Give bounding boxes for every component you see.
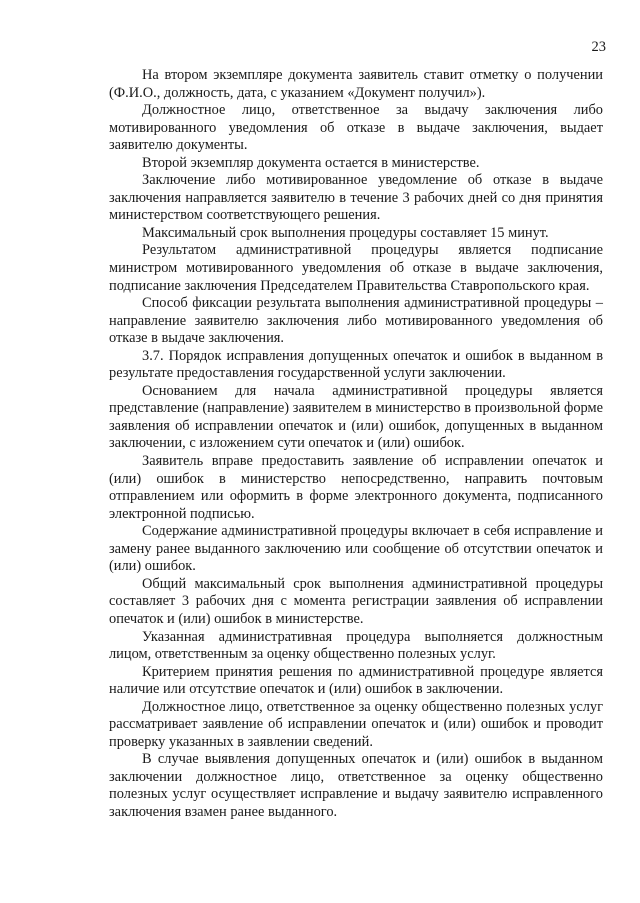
paragraph-14: Критерием принятия решения по административной процедуре является наличие или отсутствие опечаток и (или) ошибок в заключении. xyxy=(109,663,603,698)
paragraph-4: Заключение либо мотивированное уведомление об отказе в выдаче заключения направляется заявителю в течение 3 рабочих дней со дня принятия министерством соответствующего решения. xyxy=(109,172,603,224)
paragraph-2: Должностное лицо, ответственное за выдачу заключения либо мотивированного уведомления об отказе в выдаче заключения, выдает заявителю документы. xyxy=(109,102,603,154)
paragraph-6: Результатом административной процедуры является подписание министром мотивированного уведомления об отказе в выдаче заключения, подписание заключения Председателем Правительства Ставропольского края. xyxy=(109,242,603,294)
paragraph-3: Второй экземпляр документа остается в министерстве. xyxy=(142,154,480,171)
paragraph-13: Указанная административная процедура выполняется должностным лицом, ответственным за оценку общественно полезных услуг. xyxy=(109,628,603,663)
paragraph-7: Способ фиксации результата выполнения административной процедуры – направление заявителю заключения либо мотивированного уведомления об отказе в выдаче заключения. xyxy=(109,295,603,347)
paragraph-5: Максимальный срок выполнения процедуры составляет 15 минут. xyxy=(142,224,549,241)
paragraph-15: Должностное лицо, ответственное за оценку общественно полезных услуг рассматривает заявление об исправлении опечаток и (или) ошибок и проводит проверку указанных в заявлении сведений. xyxy=(109,698,603,750)
document-body xyxy=(109,67,603,822)
section-heading-3-7: 3.7. Порядок исправления допущенных опечаток и ошибок в выданном в результате предоставления государственной услуги заключении. xyxy=(109,347,603,382)
page-number: 23 xyxy=(591,39,606,55)
paragraph-1: На втором экземпляре документа заявитель ставит отметку о получении (Ф.И.О., должность, дата, с указанием «Документ получил»). xyxy=(109,67,603,101)
paragraph-12: Общий максимальный срок выполнения административной процедуры составляет 3 рабочих дня с момента регистрации заявления об исправлении опечаток и (или) ошибок в министерстве. xyxy=(109,575,603,627)
paragraph-9: Основанием для начала административной процедуры является представление (направление) заявителем в министерство в произвольной форме заявления об исправлении опечаток и (или) ошибок, допущенных в выданном заключении, с изложением сути опечаток и (или) ошибок. xyxy=(109,382,603,452)
paragraph-16: В случае выявления допущенных опечаток и (или) ошибок в выданном заключении должностное лицо, ответственное за оценку общественно полезных услуг осуществляет исправление и выдачу заявителю исправленного заключения взамен ранее выданного. xyxy=(109,751,603,820)
paragraph-10: Заявитель вправе предоставить заявление об исправлении опечаток и (или) ошибок в министерство непосредственно, направить почтовым отправлением или оформить в форме электронного документа, подписанного электронной подписью. xyxy=(109,453,603,522)
paragraph-11: Содержание административной процедуры включает в себя исправление и замену ранее выданного заключению или сообщение об отсутствии опечаток и (или) ошибок. xyxy=(109,523,603,575)
